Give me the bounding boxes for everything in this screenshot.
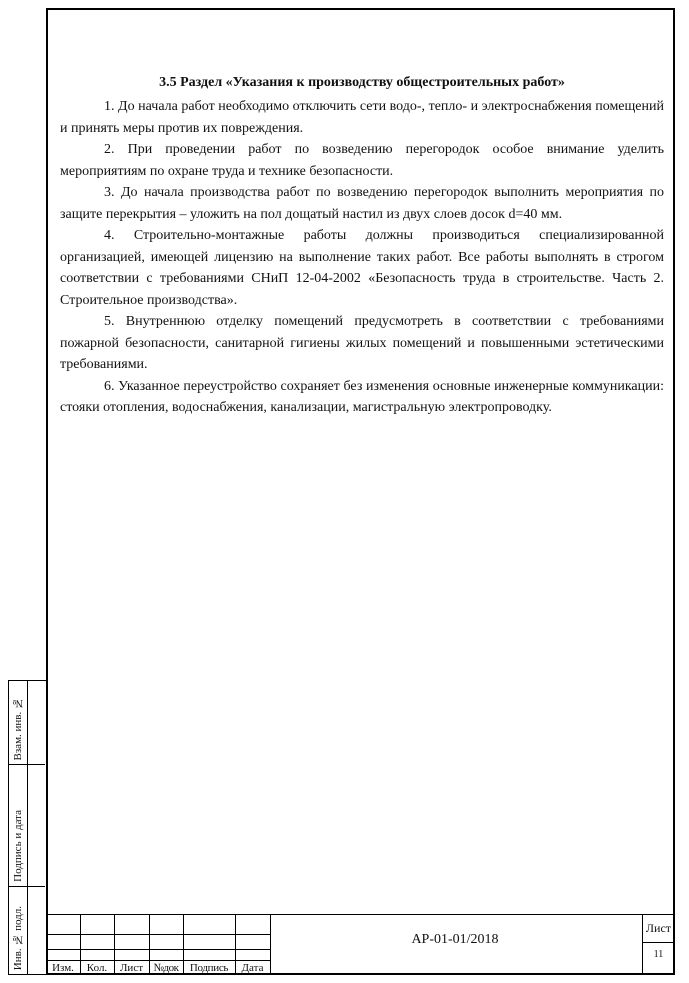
side-stamp bbox=[8, 680, 46, 975]
section-content bbox=[60, 72, 664, 419]
paragraph-1: 1. До начала работ необходимо отключить сети водо-, тепло- и электроснабжения помещений и принять меры против их повреждения. bbox=[60, 99, 664, 136]
document-code: АР-01-01/2018 bbox=[411, 932, 499, 947]
tb-sheet-line bbox=[642, 942, 675, 943]
tb-col-kol: Кол. bbox=[86, 962, 108, 974]
tb-col-list: Лист bbox=[119, 962, 144, 974]
paragraph-6: 6. Указанное переустройство сохраняет без изменения основные инженерные коммуникации: стояки отопления, водоснабжения, канализации, магистральную электропроводку. bbox=[60, 378, 664, 415]
tb-col-data: Дата bbox=[241, 962, 264, 974]
paragraph-2: 2. При проведении работ по возведению перегородок особое внимание уделить мероприятиям по охране труда и технике безопасности. bbox=[60, 142, 664, 179]
tb-col-podpis: Подпись bbox=[189, 962, 229, 974]
title-block bbox=[46, 914, 675, 975]
paragraph-5: 5. Внутреннюю отделку помещений предусмотреть в соответствии с требованиями пожарной безопасности, санитарной гигиены жилых помещений и повышенными эстетическими требованиями. bbox=[60, 314, 664, 372]
tb-col-ndok: №док bbox=[153, 962, 179, 974]
section-title: 3.5 Раздел «Указания к производству общестроительных работ» bbox=[159, 75, 565, 90]
side-cell-podpis bbox=[9, 765, 45, 887]
tb-top-line bbox=[46, 914, 675, 915]
side-label-vzam-inv: Взам. инв. № bbox=[12, 696, 24, 760]
side-cell-vzam bbox=[9, 681, 45, 765]
side-label-podpis-data: Подпись и дата bbox=[12, 810, 24, 882]
side-cell-inv-podl bbox=[9, 887, 45, 974]
paragraph-4: 4. Строительно-монтажные работы должны производиться специализированной организацией, имеющей лицензию на выполнение таких работ. Все работы выполнять в строгом соответствии с требованиями СНиП 12-04-2002 «Безопасность труда в строительстве. Часть 2. Строительное производства». bbox=[60, 228, 664, 308]
sheet-label: Лист bbox=[645, 921, 672, 935]
side-label-inv-podl: Инв. № подл. bbox=[12, 905, 24, 970]
tb-col-izm: Изм. bbox=[52, 962, 74, 974]
sheet-number: 11 bbox=[653, 949, 664, 960]
paragraph-3: 3. До начала производства работ по возведению перегородок выполнить мероприятия по защите перекрытия – уложить на пол дощатый настил из двух слоев досок d=40 мм. bbox=[60, 185, 664, 222]
